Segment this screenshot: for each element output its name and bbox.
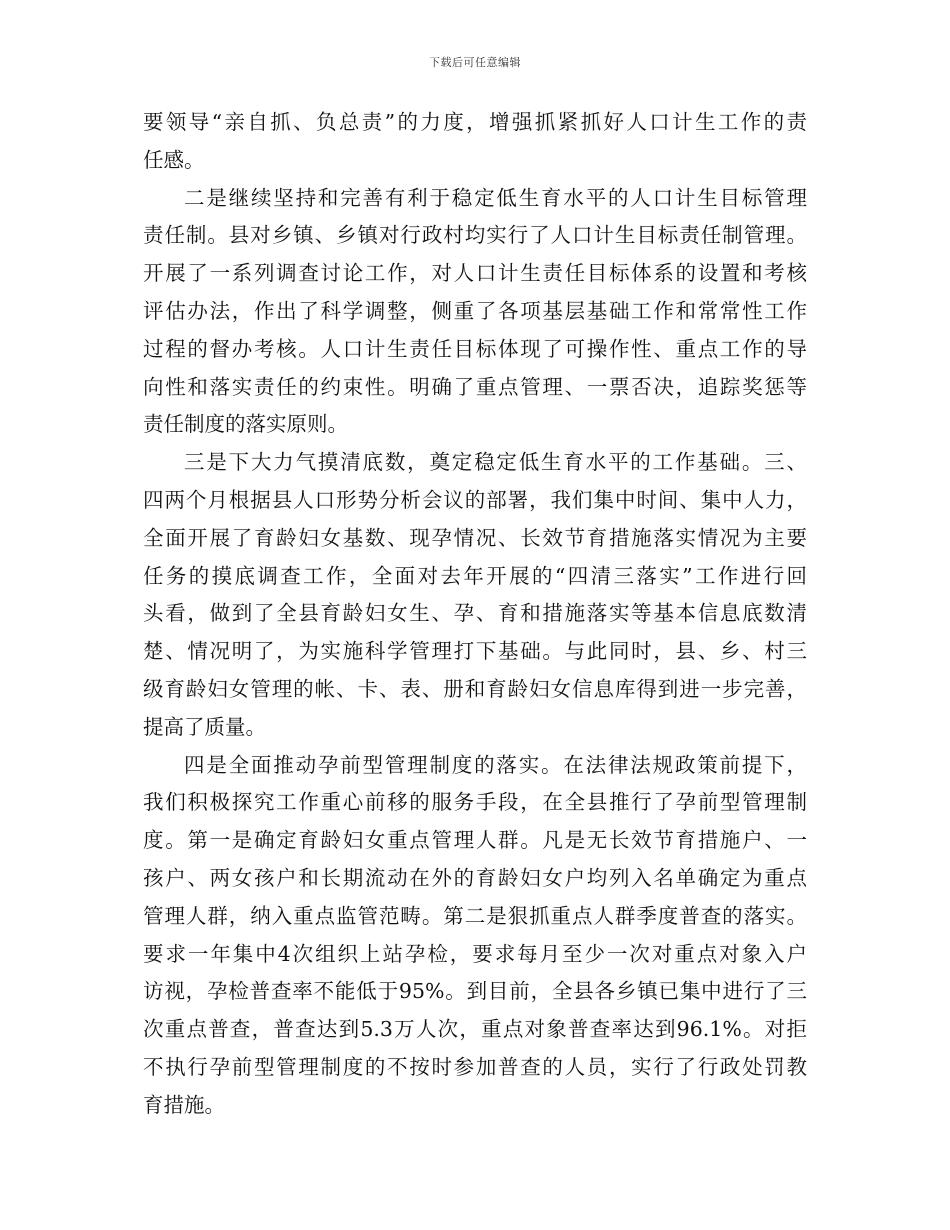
text-line: 级育龄妇女管理的帐、卡、表、册和育龄妇女信息库得到进一步完善， bbox=[143, 676, 807, 701]
text-line: 要求一年集中4次组织上站孕检，要求每月至少一次对重点对象入户 bbox=[143, 941, 807, 966]
text-line: 四是全面推动孕前型管理制度的落实。在法律法规政策前提下， bbox=[184, 752, 807, 777]
text-line: 责任制度的落实原则。 bbox=[143, 412, 348, 437]
text-line: 二是继续坚持和完善有利于稳定低生育水平的人口计生目标管理 bbox=[184, 185, 807, 210]
text-line: 访视，孕检普查率不能低于95%。到目前，全县各乡镇已集中进行了三 bbox=[143, 979, 807, 1004]
text-line: 任务的摸底调查工作，全面对去年开展的“四清三落实”工作进行回 bbox=[143, 563, 807, 588]
text-line: 度。第一是确定育龄妇女重点管理人群。凡是无长效节育措施户、一 bbox=[143, 828, 807, 853]
text-line: 任感。 bbox=[143, 147, 205, 172]
text-line: 不执行孕前型管理制度的不按时参加普查的人员，实行了行政处罚教 bbox=[143, 1054, 807, 1079]
document-body bbox=[143, 104, 807, 1125]
text-line: 要领导“亲自抓、负总责”的力度，增强抓紧抓好人口计生工作的责 bbox=[143, 110, 807, 134]
text-line: 过程的督办考核。人口计生责任目标体现了可操作性、重点工作的导 bbox=[143, 336, 807, 361]
text-line: 头看，做到了全县育龄妇女生、孕、育和措施落实等基本信息底数清 bbox=[143, 601, 807, 626]
text-line: 向性和落实责任的约束性。明确了重点管理、一票否决，追踪奖惩等 bbox=[143, 374, 807, 399]
page-header: 下载后可任意编辑 bbox=[429, 56, 521, 69]
text-line: 育措施。 bbox=[143, 1092, 225, 1117]
text-line: 我们积极探究工作重心前移的服务手段，在全县推行了孕前型管理制 bbox=[143, 790, 807, 815]
text-line: 开展了一系列调查讨论工作，对人口计生责任目标体系的设置和考核 bbox=[143, 261, 807, 286]
text-line: 提高了质量。 bbox=[143, 714, 266, 739]
text-line: 孩户、两女孩户和长期流动在外的育龄妇女户均列入名单确定为重点 bbox=[143, 865, 807, 890]
text-line: 三是下大力气摸清底数，奠定稳定低生育水平的工作基础。三、 bbox=[184, 450, 807, 475]
text-line: 责任制。县对乡镇、乡镇对行政村均实行了人口计生目标责任制管理。 bbox=[143, 223, 807, 248]
text-line: 全面开展了育龄妇女基数、现孕情况、长效节育措施落实情况为主要 bbox=[143, 525, 807, 550]
text-line: 楚、情况明了，为实施科学管理打下基础。与此同时，县、乡、村三 bbox=[143, 639, 807, 664]
text-line: 次重点普查，普查达到5.3万人次，重点对象普查率达到96.1%。对拒 bbox=[143, 1017, 807, 1042]
text-line: 评估办法，作出了科学调整，侧重了各项基层基础工作和常常性工作 bbox=[143, 298, 807, 323]
text-line: 四两个月根据县人口形势分析会议的部署，我们集中时间、集中人力， bbox=[143, 487, 807, 512]
text-line: 管理人群，纳入重点监管范畴。第二是狠抓重点人群季度普查的落实。 bbox=[143, 903, 807, 928]
